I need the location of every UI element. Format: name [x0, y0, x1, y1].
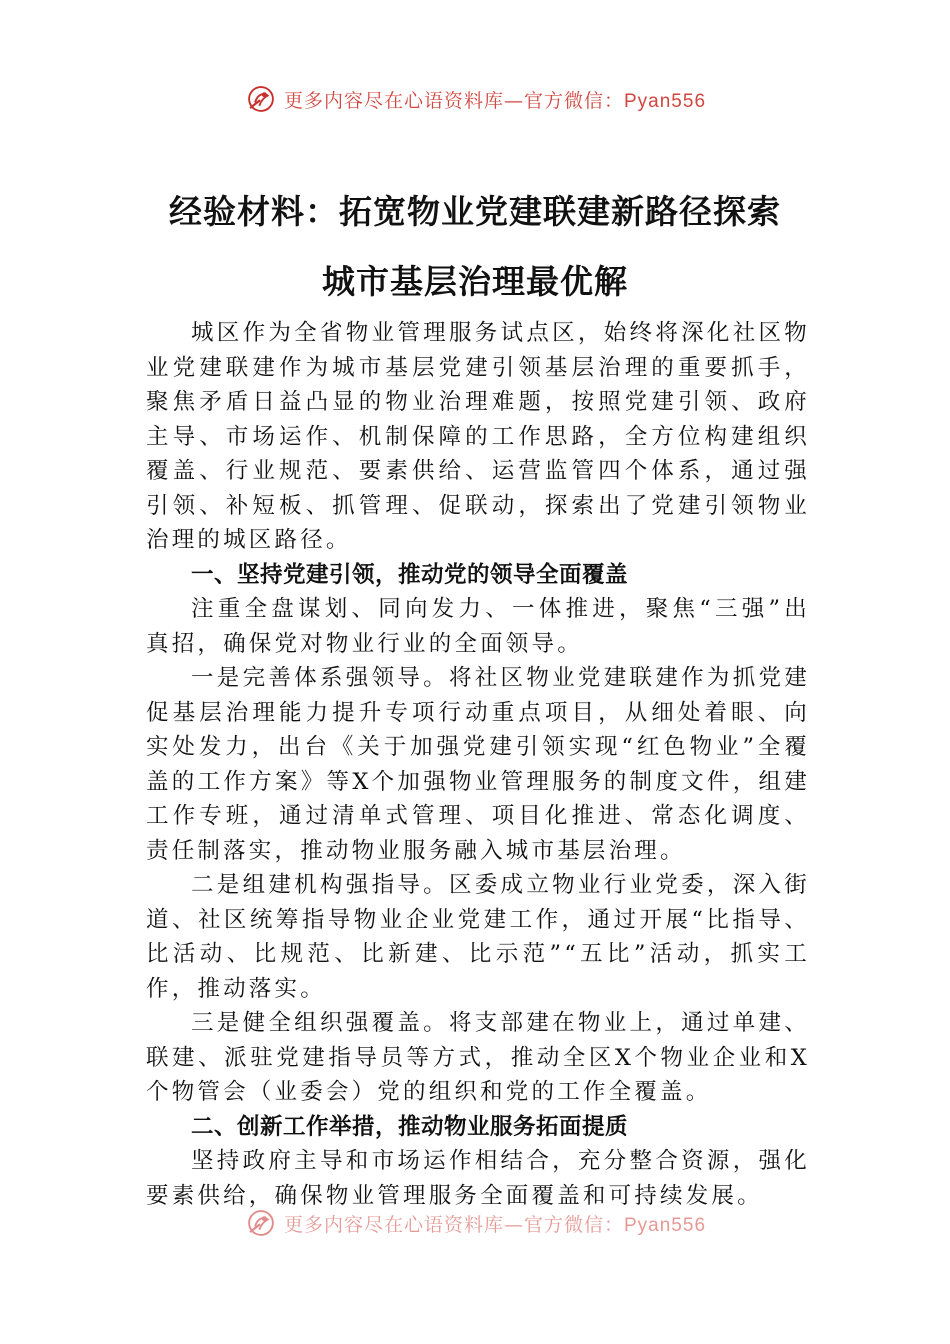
paragraph: 注重全盘谋划、同向发力、一体推进，聚焦“三强”出真招，确保党对物业行业的全面领导。	[146, 596, 810, 657]
flower-logo-icon	[244, 1206, 278, 1240]
watermark-text: 更多内容尽在心语资料库—官方微信：Pyan556	[283, 89, 707, 112]
section-heading: 二、创新工作举措，推动物业服务拓面提质	[191, 1113, 629, 1140]
footer-watermark	[0, 1206, 950, 1240]
document-title-line1: 经验材料：拓宽物业党建联建新路径探索	[169, 192, 781, 231]
header-watermark	[0, 82, 950, 116]
paragraph: 三是健全组织强覆盖。将支部建在物业上，通过单建、联建、派驻党建指导员等方式，推动全区X个物业企业和X个物管会（业委会）党的组织和党的工作全覆盖。	[146, 1010, 810, 1105]
watermark-wechat-id: Pyan556	[624, 90, 707, 112]
paragraph: 城区作为全省物业管理服务试点区，始终将深化社区物业党建联建作为城市基层党建引领基层治理的重要抓手，聚焦矛盾日益凸显的物业治理难题，按照党建引领、政府主导、市场运作、机制保障的工作思路，全方位构建组织覆盖、行业规范、要素供给、运营监管四个体系，通过强引领、补短板、抓管理、促联动，探索出了党建引领物业治理的城区路径。	[146, 320, 810, 553]
watermark-text: 更多内容尽在心语资料库—官方微信：Pyan556	[283, 1213, 707, 1236]
paragraph: 二是组建机构强指导。区委成立物业行业党委，深入街道、社区统筹指导物业企业党建工作，通过开展“比指导、比活动、比规范、比新建、比示范”“五比”活动，抓实工作，推动落实。	[146, 872, 810, 1002]
paragraph: 坚持政府主导和市场运作相结合，充分整合资源，强化要素供给，确保物业管理服务全面覆盖和可持续发展。	[146, 1148, 810, 1209]
watermark-wechat-id: Pyan556	[624, 1214, 707, 1236]
document-title-line2: 城市基层治理最优解	[322, 262, 628, 301]
document-body	[146, 316, 810, 1213]
flower-logo-icon	[244, 82, 278, 116]
paragraph: 一是完善体系强领导。将社区物业党建联建作为抓党建促基层治理能力提升专项行动重点项目，从细处着眼、向实处发力，出台《关于加强党建引领实现“红色物业”全覆盖的工作方案》等X个加强物业管理服务的制度文件，组建工作专班，通过清单式管理、项目化推进、常态化调度、责任制落实，推动物业服务融入城市基层治理。	[146, 665, 810, 864]
section-heading: 一、坚持党建引领，推动党的领导全面覆盖	[191, 561, 629, 588]
